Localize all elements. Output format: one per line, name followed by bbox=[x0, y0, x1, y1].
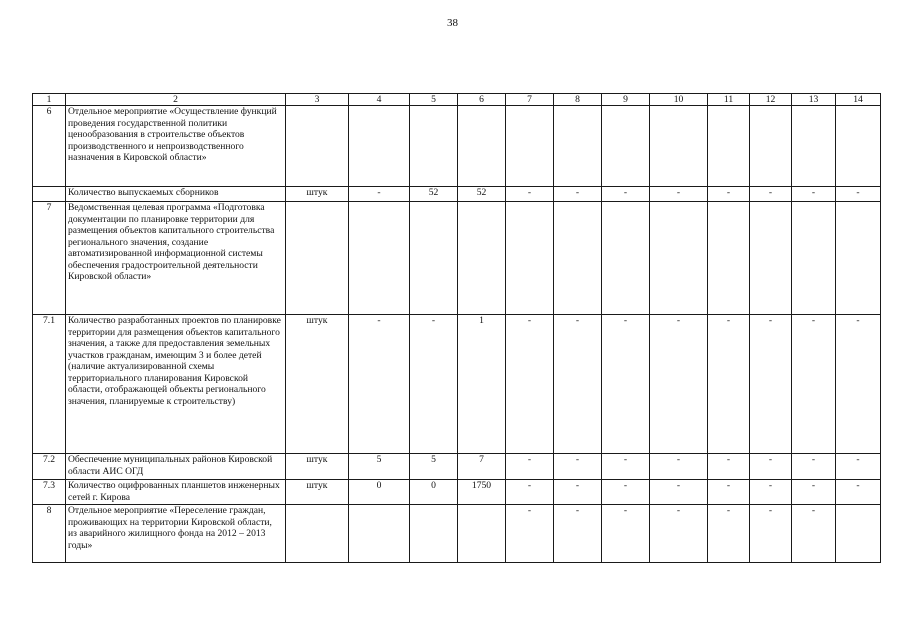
header-cell: 6 bbox=[458, 94, 506, 106]
row-name: Отдельное мероприятие «Осуществление функций проведения государственной политики ценообразования в строительстве объектов производственного и непроизводственного назначения в Кировской области» bbox=[66, 106, 286, 187]
table-cell: - bbox=[650, 454, 708, 480]
page-number: 38 bbox=[447, 17, 458, 29]
table-row bbox=[33, 480, 881, 505]
row-name: Отдельное мероприятие «Переселение граждан, проживающих на территории Кировской области, из аварийного жилищного фонда на 2012 – 2013 годы» bbox=[66, 505, 286, 563]
table-cell: - bbox=[792, 505, 836, 563]
header-cell: 8 bbox=[554, 94, 602, 106]
table-cell: - bbox=[349, 315, 410, 454]
table-cell: 5 bbox=[410, 454, 458, 480]
table-row bbox=[33, 187, 881, 202]
table-cell: - bbox=[708, 454, 750, 480]
table-cell: 52 bbox=[458, 187, 506, 202]
row-number: 7 bbox=[33, 202, 66, 315]
table-cell bbox=[506, 202, 554, 315]
table-cell: - bbox=[836, 187, 881, 202]
header-cell: 13 bbox=[792, 94, 836, 106]
indicators-table bbox=[32, 93, 881, 563]
table-cell: штук bbox=[286, 454, 349, 480]
table-row bbox=[33, 202, 881, 315]
table-cell bbox=[410, 106, 458, 187]
table-cell: - bbox=[792, 315, 836, 454]
table-cell: - bbox=[750, 480, 792, 505]
header-cell: 5 bbox=[410, 94, 458, 106]
table-cell: - bbox=[554, 315, 602, 454]
table-cell: - bbox=[602, 454, 650, 480]
row-number: 7.2 bbox=[33, 454, 66, 480]
table-cell bbox=[506, 106, 554, 187]
row-name: Обеспечение муниципальных районов Кировской области АИС ОГД bbox=[66, 454, 286, 480]
table-cell bbox=[792, 202, 836, 315]
table-cell bbox=[650, 106, 708, 187]
header-cell: 2 bbox=[66, 94, 286, 106]
table-cell bbox=[836, 202, 881, 315]
table-cell bbox=[836, 106, 881, 187]
table-cell: - bbox=[506, 187, 554, 202]
table-cell: - bbox=[836, 454, 881, 480]
table-cell bbox=[750, 202, 792, 315]
table-cell: - bbox=[349, 187, 410, 202]
table-cell: - bbox=[554, 454, 602, 480]
header-cell: 9 bbox=[602, 94, 650, 106]
table-cell: - bbox=[554, 505, 602, 563]
table-row bbox=[33, 106, 881, 187]
table-cell: - bbox=[602, 187, 650, 202]
table-cell bbox=[349, 202, 410, 315]
table-cell: - bbox=[410, 315, 458, 454]
table-cell bbox=[602, 202, 650, 315]
table-row bbox=[33, 454, 881, 480]
table-cell: - bbox=[602, 480, 650, 505]
table-cell: - bbox=[650, 315, 708, 454]
header-cell: 10 bbox=[650, 94, 708, 106]
table-cell bbox=[792, 106, 836, 187]
table-cell: - bbox=[602, 505, 650, 563]
table-cell: - bbox=[750, 454, 792, 480]
table-cell: - bbox=[554, 187, 602, 202]
table-cell: - bbox=[750, 315, 792, 454]
table-cell bbox=[286, 202, 349, 315]
table-cell: 0 bbox=[349, 480, 410, 505]
row-number bbox=[33, 187, 66, 202]
table-cell bbox=[349, 505, 410, 563]
row-number: 7.1 bbox=[33, 315, 66, 454]
table-cell bbox=[750, 106, 792, 187]
table-row bbox=[33, 505, 881, 563]
header-cell: 11 bbox=[708, 94, 750, 106]
row-number: 6 bbox=[33, 106, 66, 187]
table-cell: - bbox=[792, 480, 836, 505]
table-cell bbox=[836, 505, 881, 563]
table-cell: - bbox=[554, 480, 602, 505]
table-cell bbox=[286, 505, 349, 563]
table-cell bbox=[458, 202, 506, 315]
table-cell: 7 bbox=[458, 454, 506, 480]
table-cell: - bbox=[650, 187, 708, 202]
table-cell bbox=[602, 106, 650, 187]
table-row bbox=[33, 315, 881, 454]
table-cell: 5 bbox=[349, 454, 410, 480]
table-cell bbox=[708, 106, 750, 187]
table-cell bbox=[410, 202, 458, 315]
header-cell: 1 bbox=[33, 94, 66, 106]
row-name: Количество выпускаемых сборников bbox=[66, 187, 286, 202]
row-number: 7.3 bbox=[33, 480, 66, 505]
row-name: Ведомственная целевая программа «Подготовка документации по планировке территории для размещения объектов капитального строительства регионального значения, создание автоматизированной информационной системы обеспечения градостроительной деятельности Кировской области» bbox=[66, 202, 286, 315]
header-cell: 7 bbox=[506, 94, 554, 106]
table-cell: - bbox=[792, 187, 836, 202]
table-cell: 1750 bbox=[458, 480, 506, 505]
table-cell: - bbox=[792, 454, 836, 480]
table-cell: - bbox=[836, 315, 881, 454]
table-cell: - bbox=[650, 505, 708, 563]
row-number: 8 bbox=[33, 505, 66, 563]
table-cell: - bbox=[750, 505, 792, 563]
table-cell: 1 bbox=[458, 315, 506, 454]
table-cell: 0 bbox=[410, 480, 458, 505]
table-cell bbox=[708, 202, 750, 315]
table-cell: - bbox=[708, 505, 750, 563]
table-cell: - bbox=[602, 315, 650, 454]
table-cell: - bbox=[708, 480, 750, 505]
header-cell: 14 bbox=[836, 94, 881, 106]
table-cell: - bbox=[708, 187, 750, 202]
table-cell bbox=[286, 106, 349, 187]
table-cell: - bbox=[506, 480, 554, 505]
table-cell: штук bbox=[286, 315, 349, 454]
table-cell: - bbox=[506, 454, 554, 480]
table-cell bbox=[410, 505, 458, 563]
row-name: Количество оцифрованных планшетов инженерных сетей г. Кирова bbox=[66, 480, 286, 505]
header-cell: 3 bbox=[286, 94, 349, 106]
table-cell bbox=[349, 106, 410, 187]
table-cell bbox=[458, 106, 506, 187]
table-cell: - bbox=[836, 480, 881, 505]
header-row bbox=[33, 94, 881, 106]
table-cell: штук bbox=[286, 187, 349, 202]
table-cell bbox=[650, 202, 708, 315]
table-cell: 52 bbox=[410, 187, 458, 202]
header-cell: 4 bbox=[349, 94, 410, 106]
table-cell bbox=[554, 106, 602, 187]
table-cell: - bbox=[708, 315, 750, 454]
table-cell: - bbox=[506, 505, 554, 563]
table-cell: - bbox=[750, 187, 792, 202]
table-cell: - bbox=[650, 480, 708, 505]
table-cell: штук bbox=[286, 480, 349, 505]
header-cell: 12 bbox=[750, 94, 792, 106]
table-cell bbox=[458, 505, 506, 563]
row-name: Количество разработанных проектов по планировке территории для размещения объектов капитального значения, а также для предоставления земельных участков гражданам, имеющим 3 и более детей (наличие актуализированной схемы территориального планирования Кировской области, отображающей объекты регионального значения, планируемые к строительству) bbox=[66, 315, 286, 454]
table-cell bbox=[554, 202, 602, 315]
table-cell: - bbox=[506, 315, 554, 454]
